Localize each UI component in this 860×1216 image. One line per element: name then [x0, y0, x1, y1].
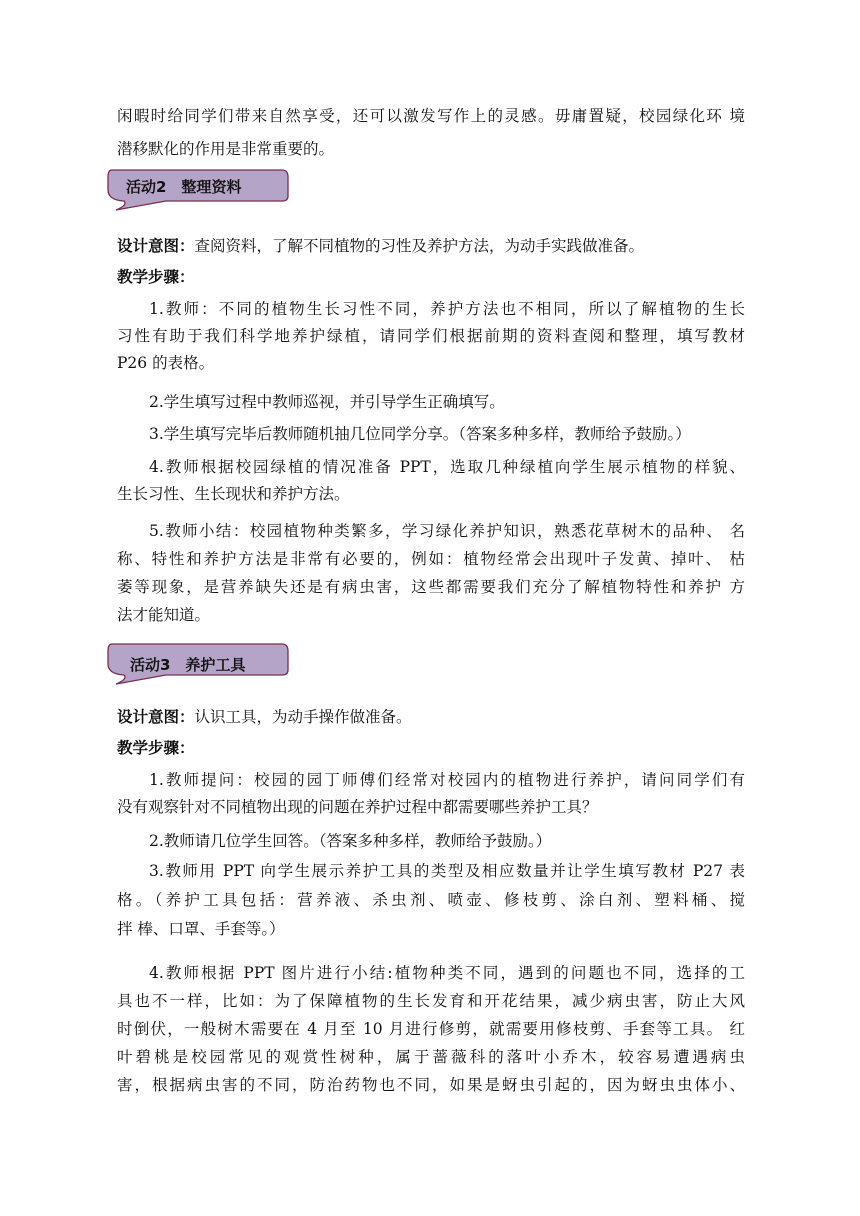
a3-step3-line: 拌 棒、口罩、手套等。） [117, 920, 285, 938]
intro-line-2: 潜移默化的作用是非常重要的。 [117, 140, 335, 158]
a2-step3-line: 3.学生填写完毕后教师随机抽几位同学分享。（答案多种多样，教师给予鼓励。） [149, 425, 691, 443]
a2-step5-line: 5.教师小结：校园植物种类繁多，学习绿化养护知识，熟悉花草树木的品种、 名 [149, 522, 745, 540]
a3-step1-line: 1.教师提问：校园的园丁师傅们经常对校园内的植物进行养护，请问同学们有 [149, 771, 745, 789]
a2-step1-line: 习性有助于我们科学地养护绿植，请同学们根据前期的资料查阅和整理，填写教材 [117, 327, 745, 345]
a2-step1-line: 1.教师：不同的植物生长习性不同，养护方法也不相同，所以了解植物的生长 [149, 300, 745, 318]
intro-line-1: 闲暇时给同学们带来自然享受，还可以激发写作上的灵感。毋庸置疑，校园绿化环 境 [117, 107, 745, 125]
activity3-steps-label: 教学步骤： [117, 738, 195, 757]
activity3-banner [104, 642, 290, 686]
a2-step1-line: P26 的表格。 [117, 354, 215, 372]
activity3-intent [117, 706, 745, 728]
activity2-banner [104, 168, 290, 212]
activity2-intent [117, 235, 745, 257]
a2-step5-line: 法才能知道。 [117, 606, 211, 624]
a2-step5-line: 萎等现象，是营养缺失还是有病虫害，这些都需要我们充分了解植物特性和养护 方 [117, 578, 745, 596]
activity2-title: 活动2 整理资料 [126, 178, 242, 196]
a3-step4-line: 具也不一样，比如：为了保障植物的生长发育和开花结果，减少病虫害，防止大风 [117, 992, 745, 1010]
intent-label: 设计意图： [117, 707, 195, 726]
activity2-steps-label: 教学步骤： [117, 267, 195, 286]
a2-step2-line: 2.学生填写过程中教师巡视，并引导学生正确填写。 [149, 393, 505, 411]
a3-step3-line: 格。（养护工具包括：营养液、杀虫剂、喷壶、修枝剪、涂白剂、塑料桶、搅 [117, 891, 745, 909]
intent-label: 设计意图： [117, 236, 195, 255]
a2-step5-line: 称、特性和养护方法是非常有必要的，例如：植物经常会出现叶子发黄、掉叶、 枯 [117, 550, 745, 568]
a2-step4-line: 生长习性、生长现状和养护方法。 [117, 485, 350, 503]
a2-step4-line: 4.教师根据校园绿植的情况准备 PPT，选取几种绿植向学生展示植物的样貌、 [149, 458, 745, 476]
a3-step1-line: 没有观察针对不同植物出现的问题在养护过程中都需要哪些养护工具？ [117, 798, 598, 816]
activity3-title: 活动3 养护工具 [130, 656, 246, 674]
a3-step2-line: 2.教师请几位学生回答。（答案多种多样，教师给予鼓励。） [149, 832, 552, 850]
a3-step4-line: 害，根据病虫害的不同，防治药物也不同，如果是蚜虫引起的，因为蚜虫虫体小、 [117, 1076, 745, 1094]
intent-text: 查阅资料，了解不同植物的习性及养护方法，为动手实践做准备。 [194, 237, 645, 255]
a3-step4-line: 4.教师根据 PPT 图片进行小结:植物种类不同，遇到的问题也不同，选择的工 [149, 964, 745, 982]
intent-text: 认识工具，为动手操作做准备。 [194, 708, 412, 726]
a3-step4-line: 叶碧桃是校园常见的观赏性树种，属于蔷薇科的落叶小乔木，较容易遭遇病虫 [117, 1048, 745, 1066]
a3-step3-line: 3.教师用 PPT 向学生展示养护工具的类型及相应数量并让学生填写教材 P27 表 [149, 862, 745, 880]
a3-step4-line: 时倒伏，一般树木需要在 4 月至 10 月进行修剪，就需要用修枝剪、手套等工具。 红 [117, 1020, 745, 1038]
